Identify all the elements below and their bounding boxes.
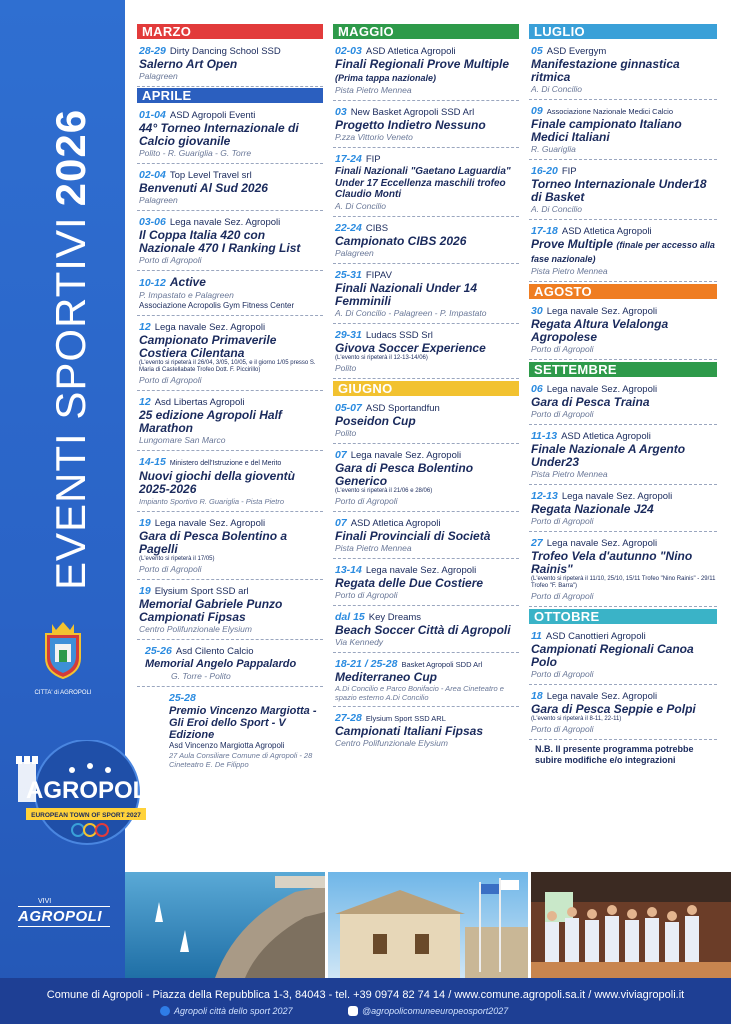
- month-header-settembre: SETTEMBRE: [529, 362, 717, 377]
- event-item: 18 Lega navale Sez. Agropoli Gara di Pesca Seppie e Polpi (L'evento si ripeterà il 8-11, 22-11) Porto di Agropoli: [529, 689, 717, 740]
- event-item: 25-31 FIPAV Finali Nazionali Under 14 Femminili A. Di Concilio - Palagreen - P. Impastato: [333, 268, 519, 324]
- event-item: 12 Asd Libertas Agropoli 25 edizione Agropoli Half Marathon Lungomare San Marco: [137, 395, 323, 451]
- event-item: 22-24 CIBS Campionato CIBS 2026 Palagreen: [333, 221, 519, 264]
- event-item: 11-13 ASD Atletica Agropoli Finale Nazionale A Argento Under23 Pista Pietro Mennea: [529, 429, 717, 485]
- event-item: 14-15 Ministero dell'Istruzione e del Merito Nuovi giochi della gioventù 2025-2026 Impianto Sportivo R. Guariglia - Pista Pietro: [137, 455, 323, 512]
- event-item: 25-28 Premio Vincenzo Margiotta - Gli Eroi dello Sport - V Edizione Asd Vincenzo Margiotta Agropoli 27 Aula Consiliare Comune di Agropoli - 28 Cineteatro E. De Filippo: [169, 692, 317, 769]
- column-july-october: [529, 24, 717, 766]
- social-links: [0, 1006, 731, 1020]
- event-item: 25-26 Asd Cilento Calcio Memorial Angelo Pappalardo G. Torre - Polito: [137, 644, 323, 687]
- event-item: dal 15 Key Dreams Beach Soccer Città di Agropoli Via Kennedy: [333, 610, 519, 653]
- facebook-link[interactable]: Agropoli città dello sport 2027: [160, 1006, 293, 1017]
- vivi-agropoli-logo: VIVI AGROPOLI: [18, 898, 110, 944]
- event-item: 11 ASD Canottieri Agropoli Campionati Regionali Canoa Polo Porto di Agropoli: [529, 629, 717, 685]
- event-item: 06 Lega navale Sez. Agropoli Gara di Pesca Traina Porto di Agropoli: [529, 382, 717, 425]
- event-item: 28-29 Dirty Dancing School SSD Salerno Art Open Palagreen: [137, 44, 323, 87]
- event-item: 13-14 Lega navale Sez. Agropoli Regata delle Due Costiere Porto di Agropoli: [333, 563, 519, 606]
- month-header-giugno: GIUGNO: [333, 381, 519, 396]
- castle-photo: [328, 872, 528, 978]
- month-header-luglio: LUGLIO: [529, 24, 717, 39]
- event-item: 17-24 FIP Finali Nazionali "Gaetano Laguardia" Under 17 Eccellenza maschili trofeo Claudio Monti A. Di Concilio: [333, 152, 519, 217]
- instagram-link[interactable]: @agropolicomuneeuropeosport2027: [348, 1006, 508, 1017]
- logo-text: AGROPOLI: [25, 777, 155, 804]
- event-item: 03-06 Lega navale Sez. Agropoli Il Coppa Italia 420 con Nazionale 470 I Ranking List Porto di Agropoli: [137, 215, 323, 271]
- event-item: 07 Lega navale Sez. Agropoli Gara di Pesca Bolentino Generico (L'evento si ripeterà il 21/06 e 28/06) Porto di Agropoli: [333, 448, 519, 512]
- event-item: 03 New Basket Agropoli SSD Arl Progetto Indietro Nessuno P.zza Vittorio Veneto: [333, 105, 519, 148]
- event-item: 05-07 ASD Sportandfun Poseidon Cup Polito: [333, 401, 519, 444]
- event-item: 19 Elysium Sport SSD arl Memorial Gabriele Punzo Campionati Fipsas Centro Polifunzionale Elysium: [137, 584, 323, 640]
- photo-strip: [125, 872, 731, 978]
- column-may-june: [333, 24, 519, 757]
- month-header-marzo: MARZO: [137, 24, 323, 39]
- sidebar: [0, 0, 155, 1024]
- event-item: 27 Lega navale Sez. Agropoli Trofeo Vela d'autunno "Nino Rainis" (L'evento si ripeterà il 11/10, 25/10, 15/11 Trofeo "Nino Rainis" - 29/11 Trofeo "F. Barra") Porto di Agropoli: [529, 536, 717, 607]
- event-item: 29-31 Ludacs SSD Srl Givova Soccer Experience (L'evento si ripeterà il 12-13-14/06) Polito: [333, 328, 519, 379]
- event-item: 19 Lega navale Sez. Agropoli Gara di Pesca Bolentino a Pagelli (L'evento si ripeterà il 17/05) Porto di Agropoli: [137, 516, 323, 580]
- event-item: 16-20 FIP Torneo Internazionale Under18 di Basket A. Di Concilio: [529, 164, 717, 220]
- disclaimer-note: N.B. Il presente programma potrebbe subire modifiche e/o integrazioni: [535, 744, 694, 765]
- month-header-maggio: MAGGIO: [333, 24, 519, 39]
- instagram-icon: [348, 1006, 358, 1016]
- crest-label: CITTA' di AGROPOLI: [34, 690, 92, 696]
- footer: [0, 978, 731, 1024]
- month-header-aprile: APRILE: [137, 88, 323, 103]
- event-item: 10-12 Active P. Impastato e Palagreen Associazione Acropolis Gym Fitness Center: [137, 275, 323, 316]
- month-header-agosto: AGOSTO: [529, 284, 717, 299]
- event-item: 01-04 ASD Agropoli Eventi 44° Torneo Internazionale di Calcio giovanile Polito - R. Guariglia - G. Torre: [137, 108, 323, 164]
- month-header-ottobre: OTTOBRE: [529, 609, 717, 624]
- city-crest-icon: [40, 620, 86, 680]
- event-item: 02-03 ASD Atletica Agropoli Finali Regionali Prove Multiple (Prima tappa nazionale) Pista Pietro Mennea: [333, 44, 519, 101]
- event-item: 12-13 Lega navale Sez. Agropoli Regata Nazionale J24 Porto di Agropoli: [529, 489, 717, 532]
- event-item: 12 Lega navale Sez. Agropoli Campionato Primaverile Costiera Cilentana (L'evento si ripeterà il 26/04, 3/05, 10/05, e il giorno 1/05 presso S. Maria di Castellabate Trofeo Dott. F. Piccirillo) Porto di Agropoli: [137, 320, 323, 391]
- poster-title: EVENTI SPORTIVI2026: [47, 108, 94, 590]
- event-item: 05 ASD Evergym Manifestazione ginnastica ritmica A. Di Concilio: [529, 44, 717, 100]
- logo-subtitle: EUROPEAN TOWN OF SPORT 2027: [31, 812, 141, 819]
- basketball-team-photo: [531, 872, 731, 978]
- harbor-photo: [125, 872, 325, 978]
- event-item: 18-21 / 25-28 Basket Agropoli SDD Arl Mediterraneo Cup A.Di Concilio e Parco Bonifacio - Area Cineteatro e spazio esterno A.Di Concilio: [333, 657, 519, 707]
- event-item: 30 Lega navale Sez. Agropoli Regata Altura Velalonga Agropolese Porto di Agropoli: [529, 304, 717, 360]
- facebook-icon: [160, 1006, 170, 1016]
- event-item: 27-28 Elysium Sport SSD ARL Campionati Italiani Fipsas Centro Polifunzionale Elysium: [335, 711, 484, 748]
- column-march-april: [137, 24, 323, 777]
- event-item: 09 Associazione Nazionale Medici Calcio Finale campionato Italiano Medici Italiani R. Guariglia: [529, 104, 717, 160]
- contact-line: Comune di Agropoli - Piazza della Repubblica 1-3, 84043 - tel. +39 0974 82 74 14 / www.comune.agropoli.sa.it / www.viviagropoli.it: [46, 989, 685, 1001]
- event-item: 07 ASD Atletica Agropoli Finali Provinciali di Società Pista Pietro Mennea: [333, 516, 519, 559]
- event-item: 17-18 ASD Atletica Agropoli Prove Multiple (finale per accesso alla fase nazionale) Pista Pietro Mennea: [529, 224, 717, 282]
- event-item: 02-04 Top Level Travel srl Benvenuti Al Sud 2026 Palagreen: [137, 168, 323, 211]
